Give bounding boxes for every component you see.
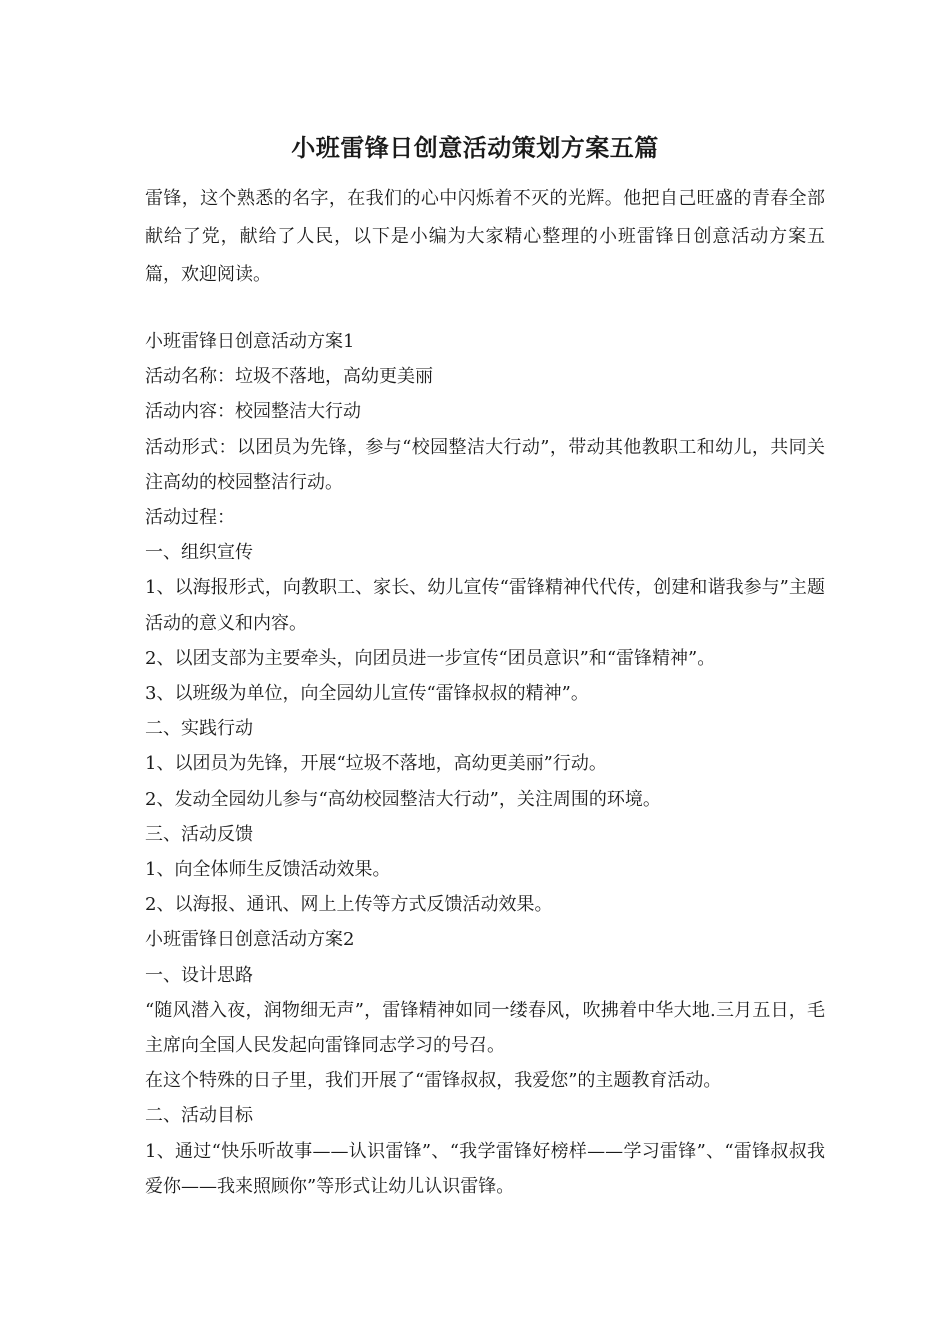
list-item: 2、以团支部为主要牵头，向团员进一步宣传“团员意识”和“雷锋精神”。: [145, 647, 716, 669]
document-title: 小班雷锋日创意活动策划方案五篇: [291, 133, 659, 162]
list-item: 1、向全体师生反馈活动效果。: [145, 859, 391, 881]
list-item: 1、通过“快乐听故事——认识雷锋”、“我学雷锋好榜样——学习雷锋”、“雷锋叔叔我爱你——我来照顾你”等形式让幼儿认识雷锋。: [145, 1140, 825, 1197]
activity-content-line: 活动内容：校园整洁大行动: [145, 401, 361, 423]
activity-form-paragraph: 活动形式：以团员为先锋，参与“校园整洁大行动”，带动其他教职工和幼儿，共同关注高幼的校园整洁行动。: [145, 436, 825, 493]
intro-paragraph: 雷锋，这个熟悉的名字，在我们的心中闪烁着不灭的光辉。他把自己旺盛的青春全部献给了党，献给了人民，以下是小编为大家精心整理的小班雷锋日创意活动方案五篇，欢迎阅读。: [145, 188, 825, 285]
section-heading-plan-2: 小班雷锋日创意活动方案2: [145, 929, 355, 951]
subheading-design-idea: 一、设计思路: [145, 964, 253, 986]
subheading-practice-action: 二、实践行动: [145, 718, 253, 740]
theme-activity-paragraph: 在这个特殊的日子里，我们开展了“雷锋叔叔，我爱您”的主题教育活动。: [145, 1070, 722, 1092]
list-item: 2、发动全园幼儿参与“高幼校园整洁大行动”，关注周围的环境。: [145, 788, 661, 810]
activity-process-label: 活动过程：: [145, 507, 235, 529]
list-item: 3、以班级为单位，向全园幼儿宣传“雷锋叔叔的精神”。: [145, 683, 589, 705]
activity-name-line: 活动名称：垃圾不落地，高幼更美丽: [145, 366, 433, 388]
design-idea-paragraph: “随风潜入夜，润物细无声”，雷锋精神如同一缕春风，吹拂着中华大地.三月五日，毛主席向全国人民发起向雷锋同志学习的号召。: [145, 999, 825, 1057]
subheading-organize-publicity: 一、组织宣传: [145, 542, 253, 564]
section-heading-plan-1: 小班雷锋日创意活动方案1: [145, 331, 355, 352]
list-item: 2、以海报、通讯、网上上传等方式反馈活动效果。: [145, 894, 553, 916]
subheading-activity-feedback: 三、活动反馈: [145, 823, 253, 845]
document-body: [145, 324, 825, 1204]
subheading-activity-goals: 二、活动目标: [145, 1105, 253, 1127]
list-item: 1、以团员为先锋，开展“垃圾不落地，高幼更美丽”行动。: [145, 753, 607, 775]
list-item: 1、以海报形式，向教职工、家长、幼儿宣传“雷锋精神代代传，创建和谐我参与”主题活动的意义和内容。: [145, 577, 825, 634]
